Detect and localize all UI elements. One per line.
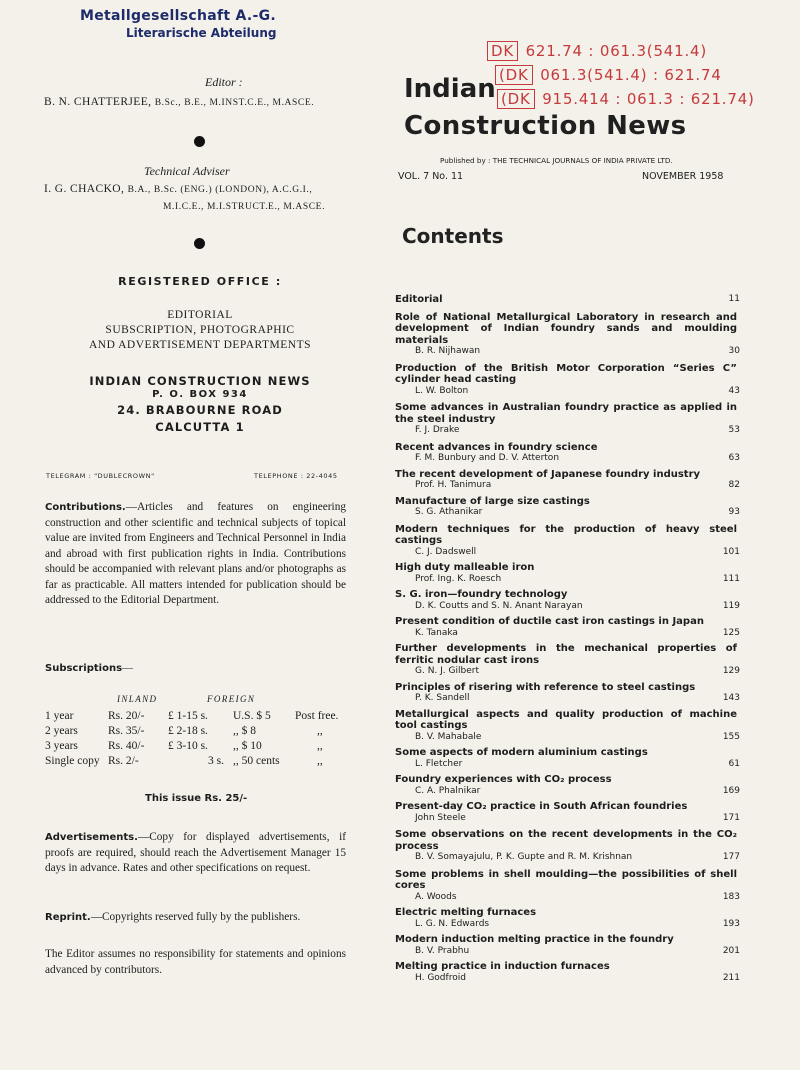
city: CALCUTTA 1 <box>155 420 245 434</box>
toc-entry-page: 30 <box>728 346 740 356</box>
toc-entry-title: Electric melting furnaces <box>395 907 537 918</box>
subscription-period: 1 year <box>45 710 74 722</box>
udc-prefix: (DK <box>495 65 533 85</box>
toc-entry-title: Present-day CO₂ practice in South African foundries <box>395 801 688 812</box>
department-line: SUBSCRIPTION, PHOTOGRAPHIC <box>105 324 295 336</box>
toc-entry-page: 61 <box>728 758 740 769</box>
subscription-foreign-usd: ,, $ 10 <box>233 740 262 752</box>
subscription-foreign-gbp: £ 2-18 s. <box>168 725 208 737</box>
udc-prefix: (DK <box>497 89 535 109</box>
subscriptions-heading-text: Subscriptions <box>45 663 123 674</box>
toc-entry-title: The recent development of Japanese foundry industry <box>395 468 701 480</box>
udc-classification <box>497 90 755 108</box>
advertisements-heading: Advertisements. <box>45 832 138 843</box>
toc-entry-title: Melting practice in induction furnaces <box>395 961 610 972</box>
toc-entry-title: Further developments in the mechanical properties of ferritic nodular cast irons <box>395 643 737 666</box>
departments-list <box>0 308 400 353</box>
toc-entry-title: Recent advances in foundry science <box>395 441 598 453</box>
subscription-inland: Rs. 40/- <box>108 740 145 752</box>
toc-entry-author: L. G. N. Edwards <box>415 918 490 929</box>
toc-entry <box>395 869 740 904</box>
toc-entry-page: 53 <box>728 425 740 435</box>
toc-entry <box>395 469 740 492</box>
toc-entry-author: B. V. Mahabale <box>415 731 482 742</box>
subscription-foreign-gbp: 3 s. <box>208 755 224 767</box>
toc-entry <box>395 442 740 465</box>
foreign-column-header: FOREIGN <box>207 694 256 704</box>
toc-entry-author: K. Tanaka <box>415 627 458 638</box>
subscription-foreign-usd: ,, 50 cents <box>233 755 280 767</box>
contents-heading: Contents <box>402 224 504 248</box>
issue-date: NOVEMBER 1958 <box>642 171 724 182</box>
toc-entry <box>395 524 740 559</box>
subscription-foreign-gbp: £ 1-15 s. <box>168 710 208 722</box>
reprint-heading: Reprint. <box>45 912 91 923</box>
technical-adviser-label: Technical Adviser <box>144 164 230 178</box>
udc-prefix: DK <box>487 41 518 61</box>
toc-entry <box>395 589 740 612</box>
toc-entry <box>395 709 740 744</box>
editor-qualifications: B.Sc., B.E., M.INST.C.E., M.ASCE. <box>154 98 315 108</box>
toc-entry <box>395 312 740 358</box>
udc-code: 061.3(541.4) : 621.74 <box>540 66 722 84</box>
this-issue-price: This issue Rs. 25/- <box>145 793 248 804</box>
toc-entry <box>395 907 740 930</box>
toc-entry-author: G. N. J. Gilbert <box>415 666 479 676</box>
subscription-foreign-gbp: £ 3-10 s. <box>168 740 208 752</box>
editor-name-line <box>44 96 314 108</box>
subscription-inland: Rs. 2/- <box>108 755 139 767</box>
contributions-text: —Articles and features on engineering construction and other scientific and technical subjects of topical value are invited from Engineers and Technical Personnel in India and abroad with first publication rights in India. Contributions should be accompanied with relevant plans and/or photographs as far as practicable. All matters intended for publication should be addressed to the Editorial Department. <box>45 501 346 606</box>
toc-entry-page: 143 <box>722 693 740 703</box>
toc-entry-title: Manufacture of large size castings <box>395 495 590 507</box>
bullet-icon <box>194 238 205 249</box>
toc-entry <box>395 774 740 797</box>
toc-entry-page: 63 <box>728 453 740 463</box>
masthead-title-line-2: Construction News <box>404 111 687 141</box>
subscription-inland: Rs. 35/- <box>108 725 145 737</box>
table-of-contents <box>395 290 740 984</box>
masthead-title-line-1: Indian <box>404 74 496 104</box>
toc-entry <box>395 363 740 398</box>
toc-entry-title: Some observations on the recent developments in the CO₂ process <box>395 829 737 852</box>
toc-entry-title: Modern induction melting practice in the foundry <box>395 934 674 945</box>
contributions-paragraph <box>45 500 346 609</box>
department-line: AND ADVERTISEMENT DEPARTMENTS <box>88 339 312 351</box>
toc-entry-author: John Steele <box>415 812 466 823</box>
toc-entry-author: D. K. Coutts and S. N. Anant Narayan <box>415 600 583 611</box>
toc-entry-title: Some advances in Australian foundry practice as applied in the steel industry <box>395 402 737 425</box>
toc-entry-author: F. J. Drake <box>415 425 460 435</box>
toc-entry-page: 183 <box>722 891 740 902</box>
toc-entry-author: H. Godfroid <box>415 972 466 983</box>
toc-entry-page: 211 <box>722 972 740 983</box>
toc-entry-page: 43 <box>728 385 740 396</box>
telephone-number: TELEPHONE : 22-4045 <box>254 472 338 480</box>
reprint-paragraph <box>45 910 346 926</box>
udc-classification <box>487 42 707 60</box>
technical-adviser-qualifications-2: M.I.C.E., M.I.STRUCT.E., M.ASCE. <box>163 202 326 212</box>
reprint-text: —Copyrights reserved fully by the publishers. <box>90 911 301 923</box>
toc-entry <box>395 829 740 864</box>
toc-entry <box>395 616 740 639</box>
toc-entry-page: 11 <box>728 294 740 304</box>
toc-entry-title: Principles of risering with reference to steel castings <box>395 681 696 693</box>
toc-entry-title: Editorial <box>395 294 443 305</box>
advertisements-paragraph <box>45 830 346 877</box>
technical-adviser-qualifications-1: B.A., B.Sc. (ENG.) (LONDON), A.C.G.I., <box>127 185 313 195</box>
registered-office-heading: REGISTERED OFFICE : <box>118 275 282 288</box>
toc-entry-page: 177 <box>722 852 740 862</box>
udc-code: 621.74 : 061.3(541.4) <box>525 42 708 60</box>
subscription-period: 2 years <box>45 725 78 737</box>
toc-entry <box>395 801 740 824</box>
toc-entry-page: 193 <box>722 918 740 929</box>
publisher-line: Published by : THE TECHNICAL JOURNALS OF INDIA PRIVATE LTD. <box>440 156 673 165</box>
toc-entry <box>395 562 740 585</box>
subscription-foreign-usd: ,, $ 8 <box>233 725 256 737</box>
toc-entry-title: Some aspects of modern aluminium castings <box>395 747 648 758</box>
library-stamp <box>80 8 276 40</box>
subscriptions-heading <box>45 662 133 674</box>
subscription-note: Post free. <box>295 710 339 722</box>
toc-entry-title: Metallurgical aspects and quality production of machine tool castings <box>395 708 737 731</box>
toc-entry <box>395 747 740 770</box>
bullet-icon <box>194 136 205 147</box>
toc-entry-author: L. W. Bolton <box>415 385 469 396</box>
toc-entry-author: S. G. Athanikar <box>415 507 483 517</box>
contributions-heading: Contributions. <box>45 502 126 513</box>
stamp-line-2: Literarische Abteilung <box>126 26 277 40</box>
subscriptions-dash: — <box>122 662 134 674</box>
toc-entry <box>395 682 740 705</box>
telegram-address: TELEGRAM : "DUBLECROWN" <box>46 472 155 480</box>
toc-entry-title: High duty malleable iron <box>395 562 535 573</box>
subscription-period: Single copy <box>45 755 100 767</box>
toc-entry-page: 93 <box>728 507 740 517</box>
subscription-foreign-usd: U.S. $ 5 <box>233 710 271 722</box>
toc-entry-author: C. A. Phalnikar <box>415 785 481 796</box>
toc-entry-author: P. K. Sandell <box>415 693 470 703</box>
subscription-note: ,, <box>317 725 323 737</box>
inland-column-header: INLAND <box>117 694 158 704</box>
toc-entry-page: 129 <box>722 666 740 676</box>
publication-name: INDIAN CONSTRUCTION NEWS <box>89 374 311 388</box>
toc-entry-page: 82 <box>728 480 740 490</box>
toc-entry-author: Prof. H. Tanimura <box>415 480 492 490</box>
toc-entry-author: L. Fletcher <box>415 758 463 769</box>
toc-entry-title: Role of National Metallurgical Laboratory in research and development of Indian foundry sands and moulding materials <box>395 311 737 346</box>
toc-entry-page: 119 <box>722 600 740 611</box>
street-address: 24. BRABOURNE ROAD <box>117 403 283 417</box>
office-address <box>0 374 400 434</box>
toc-entry-page: 111 <box>722 573 740 584</box>
toc-entry <box>395 643 740 678</box>
subscription-period: 3 years <box>45 740 78 752</box>
toc-entry-title: Some problems in shell moulding—the possibilities of shell cores <box>395 868 737 891</box>
technical-adviser-name-line <box>44 183 312 195</box>
subscription-note: ,, <box>317 740 323 752</box>
subscription-inland: Rs. 20/- <box>108 710 145 722</box>
department-line: EDITORIAL <box>167 309 233 321</box>
toc-entry <box>395 496 740 519</box>
toc-entry-page: 171 <box>722 812 740 823</box>
toc-entry-title: Foundry experiences with CO₂ process <box>395 774 612 785</box>
toc-entry-author: B. R. Nijhawan <box>415 346 481 356</box>
toc-entry-author: B. V. Prabhu <box>415 945 470 956</box>
toc-entry <box>395 402 740 437</box>
toc-entry-title: Production of the British Motor Corporation “Series C” cylinder head casting <box>395 362 737 385</box>
toc-entry-author: C. J. Dadswell <box>415 546 477 557</box>
toc-entry-author: B. V. Somayajulu, P. K. Gupte and R. M. Krishnan <box>415 852 633 862</box>
po-box: P. O. BOX 934 <box>152 389 248 400</box>
subscription-note: ,, <box>317 755 323 767</box>
toc-entry-author: F. M. Bunbury and D. V. Atterton <box>415 453 560 463</box>
toc-entry-page: 201 <box>722 945 740 956</box>
stamp-line-1: Metallgesellschaft A.-G. <box>80 8 277 24</box>
toc-entry <box>395 961 740 984</box>
toc-entry-title: Present condition of ductile cast iron castings in Japan <box>395 616 704 627</box>
toc-entry <box>395 934 740 957</box>
editor-name: B. N. CHATTERJEE, <box>44 96 152 108</box>
toc-entry-page: 169 <box>722 785 740 796</box>
toc-entry <box>395 294 740 306</box>
toc-entry-page: 101 <box>722 546 740 557</box>
editor-label: Editor : <box>205 75 243 89</box>
toc-entry-page: 155 <box>722 731 740 742</box>
udc-classification <box>495 66 722 84</box>
volume-number: VOL. 7 No. 11 <box>398 171 464 182</box>
advertisements-text: —Copy for displayed advertisements, if proofs are required, should reach the Advertisement Manager 15 days in advance. Rates and other specifications on request. <box>45 831 346 874</box>
technical-adviser-name: I. G. CHACKO, <box>44 183 125 195</box>
toc-entry-title: S. G. iron—foundry technology <box>395 589 568 600</box>
toc-entry-author: A. Woods <box>415 891 457 902</box>
toc-entry-page: 125 <box>722 627 740 638</box>
toc-entry-title: Modern techniques for the production of heavy steel castings <box>395 523 737 546</box>
udc-code: 915.414 : 061.3 : 621.74) <box>542 90 755 108</box>
toc-entry-author: Prof. Ing. K. Roesch <box>415 573 502 584</box>
disclaimer-paragraph: The Editor assumes no responsibility for statements and opinions advanced by contributors. <box>45 948 346 976</box>
